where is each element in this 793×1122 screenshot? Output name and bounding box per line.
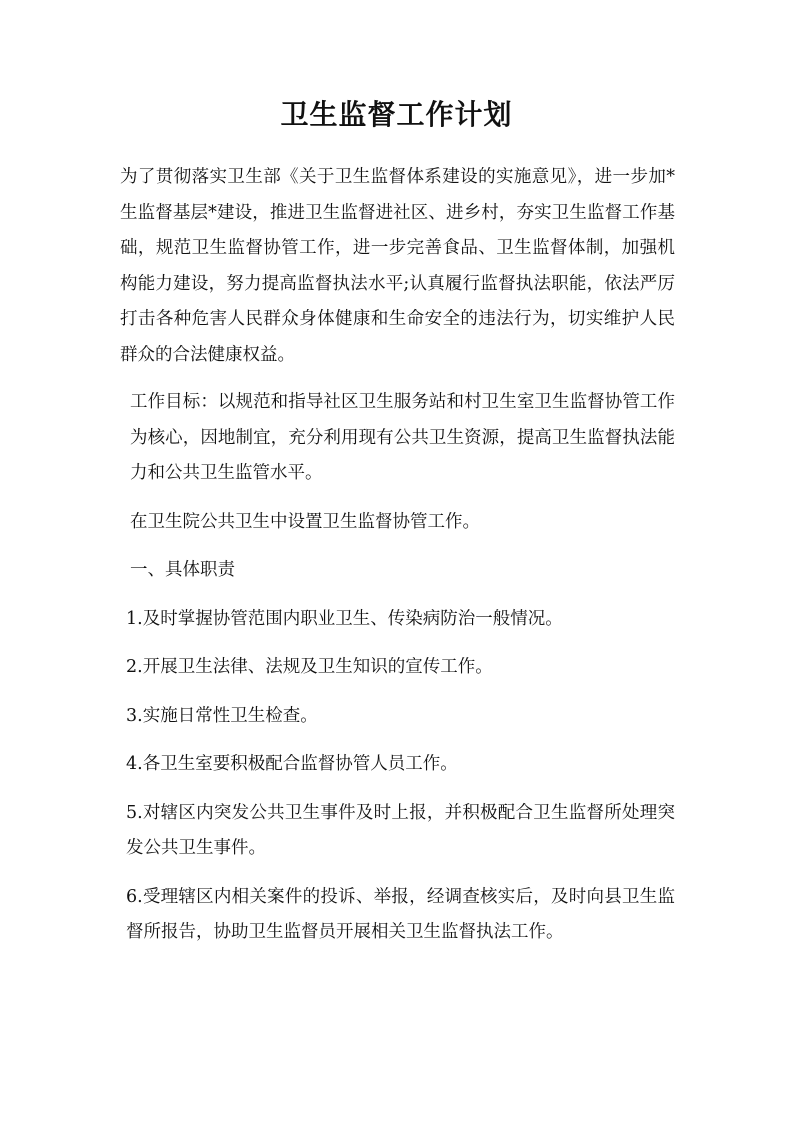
intro-paragraph: 为了贯彻落实卫生部《关于卫生监督体系建设的实施意见》，进一步加*生监督基层*建设，推进卫生监督进社区、进乡村，夯实卫生监督工作基础，规范卫生监督协管工作，进一步完善食品、卫生监督体制，加强机构能力建设，努力提高监督执法水平;认真履行监督执法职能，依法严厉打击各种危害人民群众身体健康和生命安全的违法行为，切实维护人民群众的合法健康权益。	[120, 167, 675, 365]
duty-item-3: 3.实施日常性卫生检查。	[126, 705, 318, 726]
document-body	[120, 160, 675, 964]
duty-item-1: 1.及时掌握协管范围内职业卫生、传染病防治一般情况。	[126, 608, 563, 629]
duty-item-4: 4.各卫生室要积极配合监督协管人员工作。	[126, 754, 458, 774]
duty-item-2: 2.开展卫生法律、法规及卫生知识的宣传工作。	[126, 657, 493, 677]
document-title: 卫生监督工作计划	[280, 98, 513, 131]
goal-paragraph: 工作目标：以规范和指导社区卫生服务站和村卫生室卫生监督协管工作为核心，因地制宜，充分利用现有公共卫生资源，提高卫生监督执法能力和公共卫生监管水平。	[130, 392, 675, 483]
setup-paragraph: 在卫生院公共卫生中设置卫生监督协管工作。	[130, 511, 480, 532]
duty-item-6: 6.受理辖区内相关案件的投诉、举报，经调查核实后，及时向县卫生监督所报告，协助卫生监督员开展相关卫生监督执法工作。	[126, 886, 675, 942]
section-heading: 一、具体职责	[130, 560, 235, 580]
duty-item-5: 5.对辖区内突发公共卫生事件及时上报，并积极配合卫生监督所处理突发公共卫生事件。	[126, 802, 675, 858]
